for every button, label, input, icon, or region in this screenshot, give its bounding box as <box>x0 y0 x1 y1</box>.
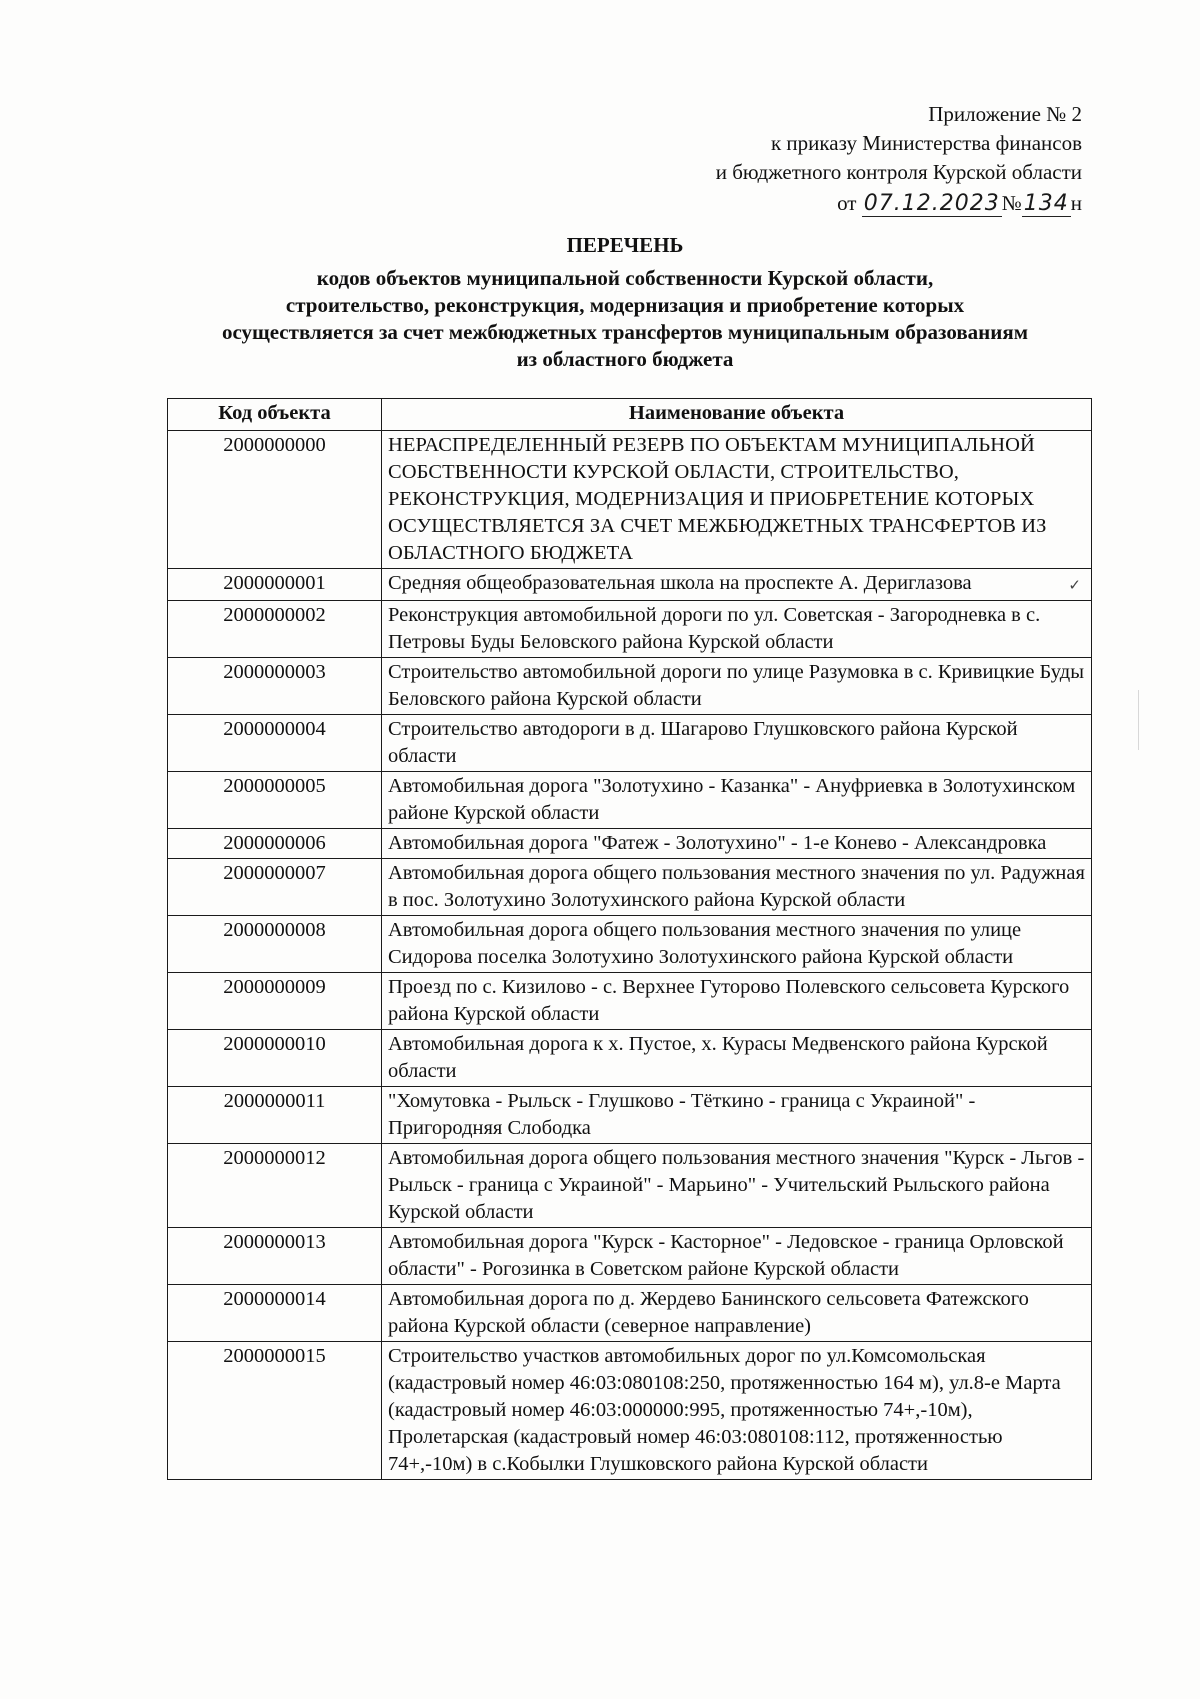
document-title <box>160 232 1090 373</box>
table-row <box>168 1342 1092 1480</box>
table-row <box>168 601 1092 658</box>
table-row <box>168 916 1092 973</box>
object-code: 2000000011 <box>168 1087 382 1144</box>
object-name: Строительство автомобильной дороги по улице Разумовка в с. Кривицкие Буды Беловского района Курской области <box>382 658 1092 715</box>
object-name: Строительство участков автомобильных дорог по ул.Комсомольская (кадастровый номер 46:03:080108:250, протяженностью 164 м), ул.8-е Марта (кадастровый номер 46:03:000000:995, протяженностью 74+,-10м), Пролетарская (кадастровый номер 46:03:080108:112, протяженностью 74+,-10м) в с.Кобылки Глушковского района Курской области <box>382 1342 1092 1480</box>
object-name: НЕРАСПРЕДЕЛЕННЫЙ РЕЗЕРВ ПО ОБЪЕКТАМ МУНИЦИПАЛЬНОЙ СОБСТВЕННОСТИ КУРСКОЙ ОБЛАСТИ, СТРОИТЕЛЬСТВО, РЕКОНСТРУКЦИЯ, МОДЕРНИЗАЦИЯ И ПРИОБРЕТЕНИЕ КОТОРЫХ ОСУЩЕСТВЛЯЕТСЯ ЗА СЧЕТ МЕЖБЮДЖЕТНЫХ ТРАНСФЕРТОВ ИЗ ОБЛАСТНОГО БЮДЖЕТА <box>382 431 1092 569</box>
object-code: 2000000009 <box>168 973 382 1030</box>
object-name: Автомобильная дорога по д. Жердево Банинского сельсовета Фатежского района Курской области (северное направление) <box>382 1285 1092 1342</box>
table-header-row <box>168 399 1092 431</box>
table-row <box>168 973 1092 1030</box>
appendix-number: Приложение № 2 <box>928 102 1082 126</box>
object-code: 2000000005 <box>168 772 382 829</box>
object-code: 2000000003 <box>168 658 382 715</box>
appendix-header <box>716 100 1082 218</box>
object-name: Автомобильная дорога общего пользования местного значения по улице Сидорова поселка Золотухино Золотухинского района Курской области <box>382 916 1092 973</box>
objects-table <box>167 398 1092 1480</box>
object-code: 2000000002 <box>168 601 382 658</box>
header-code: Код объекта <box>168 399 382 431</box>
handwritten-number: 134 <box>1023 191 1069 216</box>
table-row <box>168 1144 1092 1228</box>
object-code: 2000000000 <box>168 431 382 569</box>
title-line: осуществляется за счет межбюджетных трансфертов муниципальным образованиям <box>221 320 1029 344</box>
object-code: 2000000015 <box>168 1342 382 1480</box>
object-name: Автомобильная дорога "Золотухино - Казанка" - Ануфриевка в Золотухинском районе Курской области <box>382 772 1092 829</box>
ministry-name: и бюджетного контроля Курской области <box>715 160 1082 184</box>
object-name: Автомобильная дорога общего пользования местного значения по ул. Радужная в пос. Золотухино Золотухинского района Курской области <box>382 859 1092 916</box>
table-row <box>168 1087 1092 1144</box>
object-code: 2000000001 <box>168 569 382 601</box>
table-row <box>168 1285 1092 1342</box>
number-prefix: № <box>1001 191 1022 215</box>
object-code: 2000000006 <box>168 829 382 859</box>
object-code: 2000000013 <box>168 1228 382 1285</box>
order-date-line <box>716 189 1082 218</box>
number-suffix: н <box>1070 191 1082 215</box>
object-name: Проезд по с. Кизилово - с. Верхнее Гуторово Полевского сельсовета Курского района Курской области <box>382 973 1092 1030</box>
table-row <box>168 715 1092 772</box>
object-code: 2000000007 <box>168 859 382 916</box>
object-name: "Хомутовка - Рыльск - Глушково - Тёткино - граница с Украиной" - Пригородняя Слободка <box>382 1087 1092 1144</box>
table-row <box>168 431 1092 569</box>
scan-edge-mark <box>1138 690 1139 750</box>
table-row <box>168 859 1092 916</box>
title-line: кодов объектов муниципальной собственности Курской области, <box>316 266 934 290</box>
object-name: Строительство автодороги в д. Шагарово Глушковского района Курской области <box>382 715 1092 772</box>
object-code: 2000000008 <box>168 916 382 973</box>
handwritten-date: 07.12.2023 <box>863 191 1000 216</box>
title-line: строительство, реконструкция, модернизация и приобретение которых <box>285 293 965 317</box>
object-code: 2000000004 <box>168 715 382 772</box>
object-name: Реконструкция автомобильной дороги по ул. Советская - Загородневка в с. Петровы Буды Беловского района Курской области <box>382 601 1092 658</box>
check-mark-icon: ✓ <box>1068 576 1081 594</box>
object-name: Автомобильная дорога к х. Пустое, х. Курасы Медвенского района Курской области <box>382 1030 1092 1087</box>
object-code: 2000000010 <box>168 1030 382 1087</box>
table-row <box>168 829 1092 859</box>
object-name: Автомобильная дорога "Фатеж - Золотухино" - 1-е Конево - Александровка <box>382 829 1092 859</box>
object-name: Автомобильная дорога общего пользования местного значения "Курск - Льгов - Рыльск - граница с Украиной" - Марьино" - Учительский Рыльского района Курской области <box>382 1144 1092 1228</box>
object-code: 2000000012 <box>168 1144 382 1228</box>
object-name: Автомобильная дорога "Курск - Касторное" - Ледовское - граница Орловской области" - Рогозинка в Советском районе Курской области <box>382 1228 1092 1285</box>
order-reference: к приказу Министерства финансов <box>770 131 1082 155</box>
table-row <box>168 569 1092 601</box>
table-row <box>168 1030 1092 1087</box>
title-main: ПЕРЕЧЕНЬ <box>566 233 684 257</box>
object-code: 2000000014 <box>168 1285 382 1342</box>
table-row <box>168 772 1092 829</box>
header-name: Наименование объекта <box>382 399 1092 431</box>
table-row <box>168 658 1092 715</box>
object-name-cell <box>382 569 1092 601</box>
table-row <box>168 1228 1092 1285</box>
date-prefix: от <box>837 191 857 215</box>
object-name: Средняя общеобразовательная школа на проспекте А. Дериглазова <box>388 572 972 594</box>
title-line: из областного бюджета <box>516 347 734 371</box>
